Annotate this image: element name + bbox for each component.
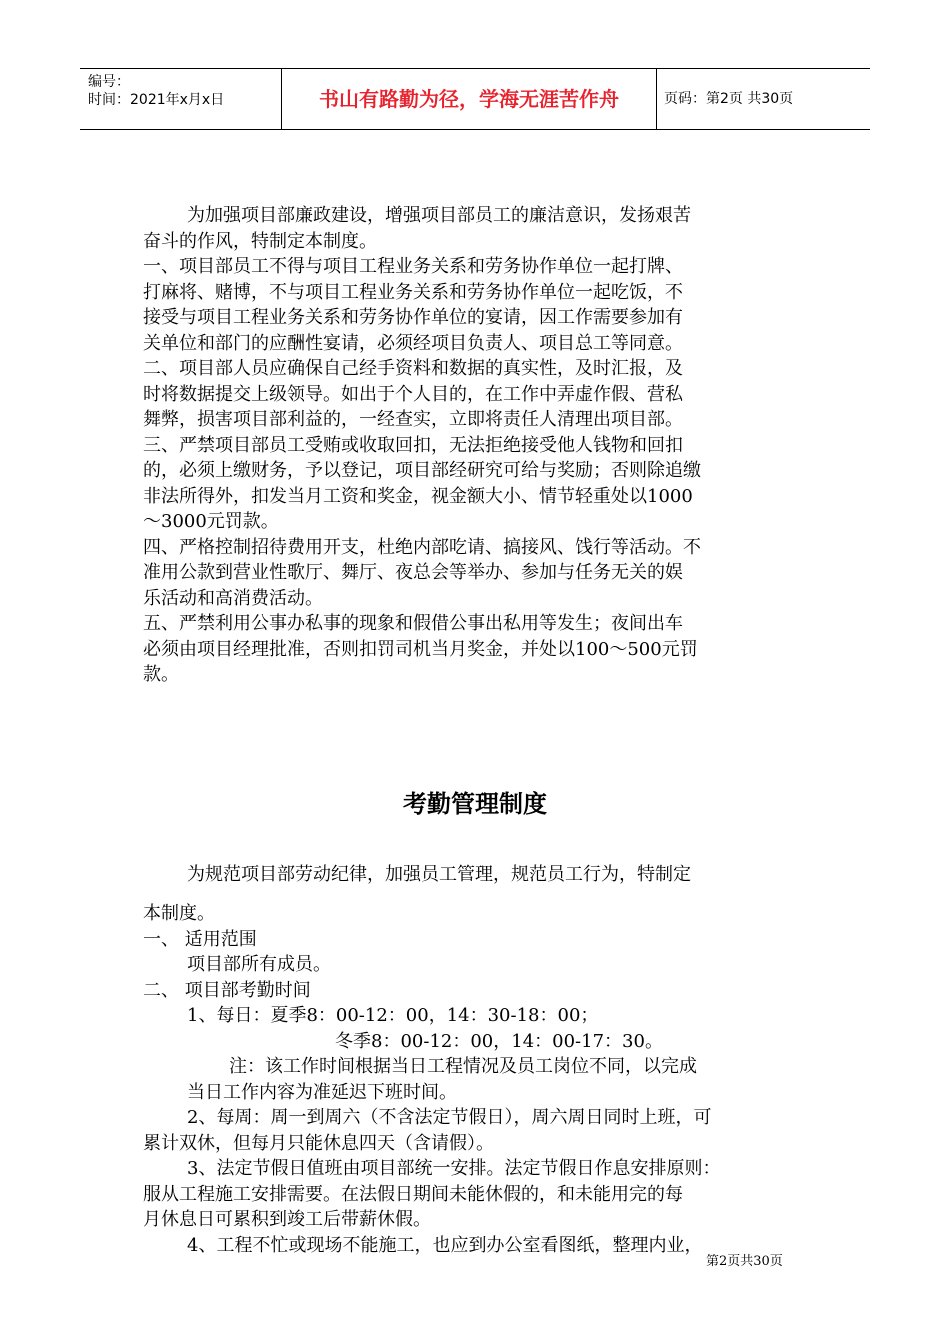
paragraph-line: 服从工程施工安排需要。在法假日期间未能休假的，和未能用完的每 [143,1183,683,1205]
paragraph-line: 三、严禁项目部员工受贿或收取回扣，无法拒绝接受他人钱物和回扣 [143,434,683,456]
paragraph-line: 2、每周：周一到周六（不含法定节假日），周六周日同时上班，可 [187,1107,712,1128]
paragraph-line: ～3000元罚款。 [143,511,279,532]
paragraph-line: 3、法定节假日值班由项目部统一安排。法定节假日作息安排原则： [187,1158,721,1179]
header-page-label: 页码：第2页 共30页 [664,91,794,107]
paragraph-line: 关单位和部门的应酬性宴请，必须经项目负责人、项目总工等同意。 [143,332,683,354]
paragraph-line: 二、项目部人员应确保自己经手资料和数据的真实性，及时汇报，及 [143,358,683,379]
page-header [80,68,870,130]
paragraph-line: 的，必须上缴财务，予以登记，项目部经研究可给与奖励；否则除追缴 [143,460,701,481]
paragraph-line: 时将数据提交上级领导。如出于个人目的，在工作中弄虚作假、营私 [143,383,683,405]
paragraph-line: 接受与项目工程业务关系和劳务协作单位的宴请，因工作需要参加有 [143,307,683,328]
paragraph-line: 注：该工作时间根据当日工程情况及员工岗位不同，以完成 [229,1056,697,1077]
paragraph-line: 必须由项目经理批准，否则扣罚司机当月奖金，并处以100～500元罚 [143,638,698,660]
attendance-section [143,901,823,1258]
paragraph-line: 1、每日：夏季8：00-12：00，14：30-18：00； [187,1005,599,1026]
paragraph-line: 乐活动和高消费活动。 [143,587,323,609]
section-title: 考勤管理制度 [403,790,547,818]
header-motto: 书山有路勤为径，学海无涯苦作舟 [319,87,619,111]
paragraph-line: 二、 项目部考勤时间 [143,979,311,1001]
paragraph-line: 奋斗的作风，特制定本制度。 [143,230,377,252]
paragraph-line: 五、严禁利用公事办私事的现象和假借公事出私用等发生；夜间出车 [143,613,683,634]
integrity-section [143,203,823,688]
paragraph-line: 非法所得外，扣发当月工资和奖金，视金额大小、情节轻重处以1000 [143,485,693,507]
paragraph-line: 为规范项目部劳动纪律，加强员工管理，规范员工行为，特制定 [187,864,691,885]
paragraph-line: 舞弊，损害项目部利益的，一经查实，立即将责任人清理出项目部。 [143,409,683,430]
header-divider [656,69,657,129]
paragraph-line: 款。 [143,664,179,685]
paragraph-line: 当日工作内容为准延迟下班时间。 [187,1081,457,1103]
paragraph-line: 项目部所有成员。 [187,954,331,975]
header-divider [281,69,282,129]
paragraph-line: 累计双休，但每月只能休息四天（含请假）。 [143,1132,494,1154]
paragraph-line: 冬季8：00-12：00，14：00-17：30。 [335,1030,663,1052]
number-label: 编号： [88,74,130,90]
paragraph-line: 四、严格控制招待费用开支，杜绝内部吃请、搞接风、饯行等活动。不 [143,536,701,558]
paragraph-line: 月休息日可累积到竣工后带薪休假。 [143,1209,431,1230]
paragraph-line: 本制度。 [143,903,215,924]
page-footer: 第2页共30页 [706,1254,783,1269]
header-meta [88,73,224,109]
paragraph-line: 打麻将、赌博，不与项目工程业务关系和劳务协作单位一起吃饭，不 [143,281,683,303]
paragraph-line: 为加强项目部廉政建设，增强项目部员工的廉洁意识，发扬艰苦 [187,205,691,226]
time-label: 时间：2021年x月x日 [88,92,225,108]
attendance-intro [143,862,823,888]
paragraph-line: 一、项目部员工不得与项目工程业务关系和劳务协作单位一起打牌、 [143,256,683,277]
paragraph-line: 4、工程不忙或现场不能施工，也应到办公室看图纸，整理内业， [187,1234,703,1256]
paragraph-line: 准用公款到营业性歌厅、舞厅、夜总会等举办、参加与任务无关的娱 [143,562,683,583]
paragraph-line: 一、 适用范围 [143,928,257,950]
